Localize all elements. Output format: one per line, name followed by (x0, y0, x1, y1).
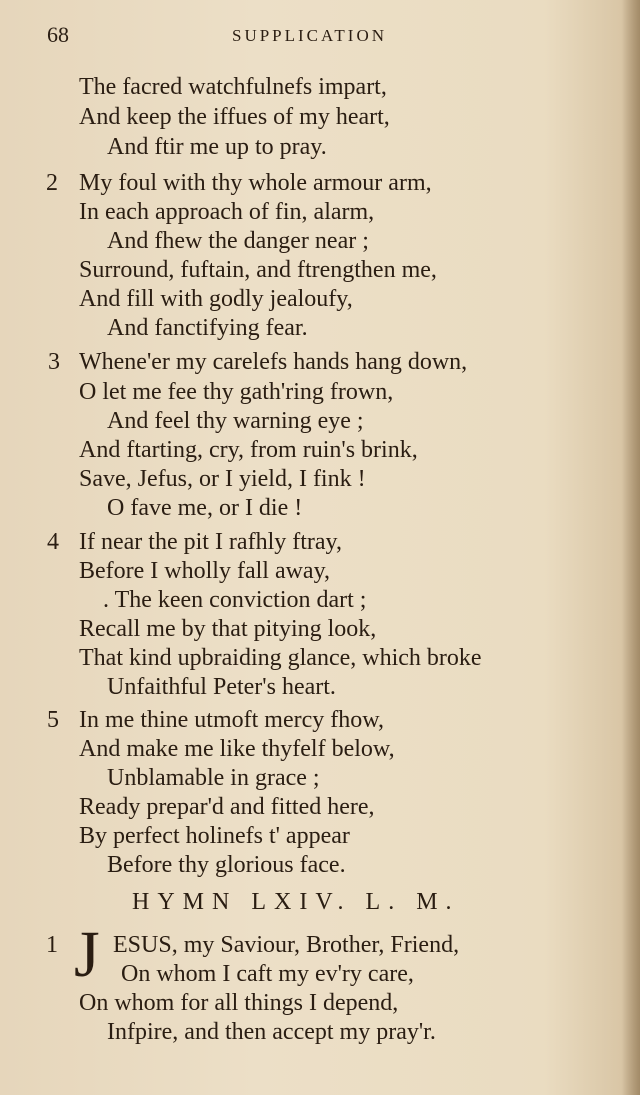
verse-line: Unblamable in grace ; (107, 765, 320, 791)
stanza-number: 1 (46, 932, 58, 958)
stanza-number: 2 (46, 170, 58, 196)
verse-line: And make me like thyfelf below, (79, 736, 395, 762)
verse-line: If near the pit I rafhly ftray, (79, 529, 342, 555)
verse-line: And feel thy warning eye ; (107, 408, 364, 434)
verse-line: Surround, fuftain, and ftrengthen me, (79, 257, 437, 283)
verse-line: Whene'er my carelefs hands hang down, (79, 349, 468, 375)
verse-line: In me thine utmoft mercy fhow, (79, 707, 385, 733)
hymn-title: HYMN LXIV. L. M. (132, 889, 460, 915)
verse-line: Ready prepar'd and fitted here, (79, 794, 375, 820)
page-edge-shadow (622, 0, 640, 1095)
verse-line: Before thy glorious face. (107, 852, 346, 878)
page-number: 68 (47, 22, 69, 47)
verse-line: And fhew the danger near ; (107, 228, 369, 254)
stanza-number: 5 (47, 707, 59, 733)
verse-line: And fill with godly jealoufy, (79, 286, 353, 312)
running-header (0, 20, 640, 50)
verse-line: Unfaithful Peter's heart. (107, 674, 336, 700)
verse-line: And keep the iffues of my heart, (79, 104, 390, 130)
verse-line: My foul with thy whole armour arm, (79, 170, 432, 196)
verse-line: Save, Jefus, or I yield, I fink ! (79, 466, 366, 492)
verse-line: The facred watchfulnefs impart, (79, 74, 387, 100)
verse-line: On whom for all things I depend, (79, 990, 399, 1016)
verse-line: ESUS, my Saviour, Brother, Friend, (113, 932, 460, 958)
verse-line: That kind upbraiding glance, which broke (79, 645, 482, 671)
verse-line: By perfect holinefs t' appear (79, 823, 350, 849)
drop-cap: J (74, 918, 100, 991)
running-title: SUPPLICATION (232, 26, 388, 45)
verse-line: In each approach of fin, alarm, (79, 199, 375, 225)
verse-line: O fave me, or I die ! (107, 495, 303, 521)
verse-line: And ftarting, cry, from ruin's brink, (79, 437, 418, 463)
verse-line: O let me fee thy gath'ring frown, (79, 379, 394, 405)
verse-line: Recall me by that pitying look, (79, 616, 377, 642)
verse-line: And fanctifying fear. (107, 315, 308, 341)
verse-line: Before I wholly fall away, (79, 558, 331, 584)
verse-line: . The keen conviction dart ; (103, 587, 367, 613)
stanza-number: 3 (48, 349, 60, 375)
verse-line: Infpire, and then accept my pray'r. (107, 1019, 436, 1045)
verse-line: On whom I caft my ev'ry care, (121, 961, 414, 987)
stanza-number: 4 (47, 529, 59, 555)
verse-line: And ftir me up to pray. (107, 134, 327, 160)
